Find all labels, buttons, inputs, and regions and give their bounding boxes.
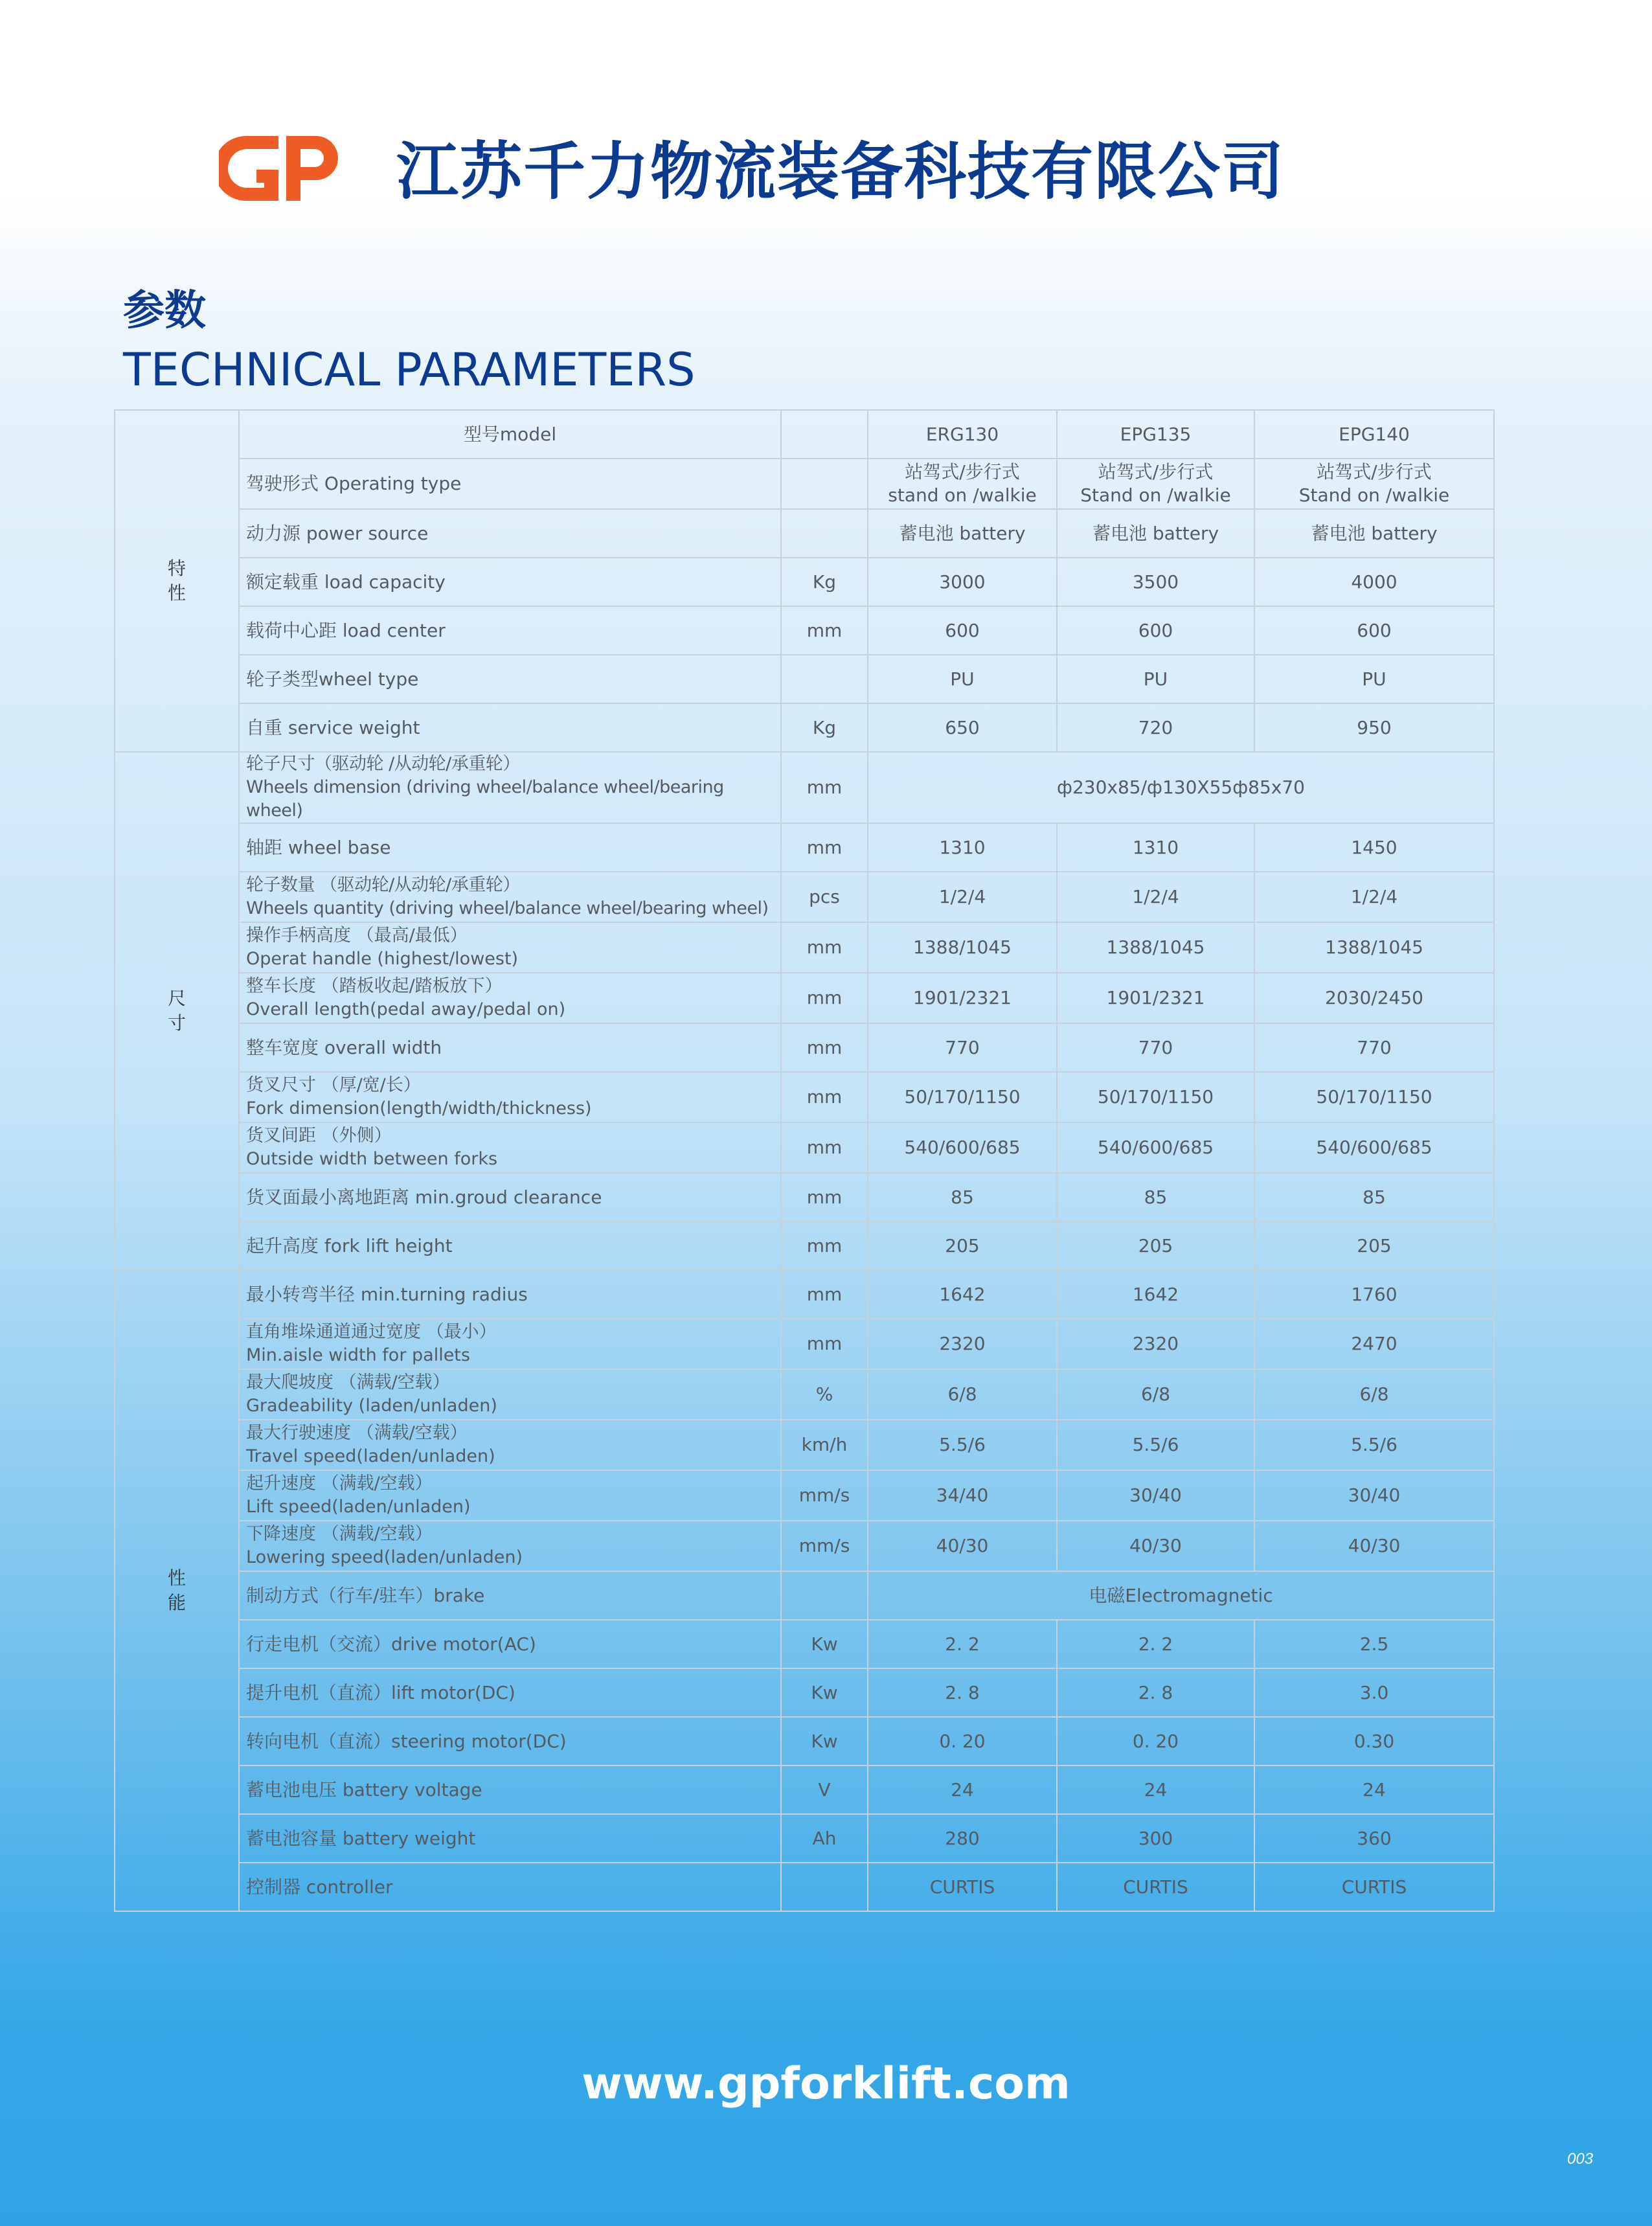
param-name: 整车宽度 overall width <box>239 1023 781 1072</box>
header-model-name: ERG130 <box>868 410 1057 459</box>
param-unit: mm <box>781 823 868 872</box>
param-value: 85 <box>868 1173 1057 1221</box>
param-name: 货叉尺寸 （厚/宽/长） Fork dimension(length/width/thickness) <box>239 1072 781 1122</box>
param-value: CURTIS <box>1254 1863 1494 1911</box>
param-value: 1310 <box>1057 823 1254 872</box>
param-unit: Kg <box>781 703 868 752</box>
param-value: 4000 <box>1254 558 1494 606</box>
param-value: 1310 <box>868 823 1057 872</box>
table-row <box>115 872 1494 922</box>
param-name: 货叉间距 （外侧） Outside width between forks <box>239 1122 781 1173</box>
param-value: 2320 <box>1057 1319 1254 1369</box>
param-unit <box>781 1571 868 1620</box>
param-value: 540/600/685 <box>1254 1122 1494 1173</box>
param-value: 2. 2 <box>1057 1620 1254 1668</box>
param-value: 1642 <box>868 1270 1057 1319</box>
param-value: 2320 <box>868 1319 1057 1369</box>
param-value: 34/40 <box>868 1470 1057 1521</box>
param-unit: mm <box>781 752 868 823</box>
header-model-name: EPG140 <box>1254 410 1494 459</box>
param-value: 2. 8 <box>868 1668 1057 1717</box>
param-value: 6/8 <box>868 1369 1057 1420</box>
param-value: 600 <box>1254 606 1494 655</box>
param-name: 蓄电池电压 battery voltage <box>239 1766 781 1814</box>
param-unit: mm <box>781 1023 868 1072</box>
param-value: 600 <box>868 606 1057 655</box>
page-number: 003 <box>1567 2150 1594 2168</box>
table-row <box>115 1620 1494 1668</box>
param-name: 行走电机（交流）drive motor(AC) <box>239 1620 781 1668</box>
param-unit <box>781 459 868 509</box>
param-name: 控制器 controller <box>239 1863 781 1911</box>
table-row <box>115 1470 1494 1521</box>
table-row <box>115 1717 1494 1766</box>
param-value: 1/2/4 <box>1057 872 1254 922</box>
param-name: 直角堆垛通道通过宽度 （最小） Min.aisle width for pallets <box>239 1319 781 1369</box>
param-name: 提升电机（直流）lift motor(DC) <box>239 1668 781 1717</box>
category-cell-performance: 性 能 <box>115 1270 239 1911</box>
param-value: 2. 2 <box>868 1620 1057 1668</box>
param-value: 2. 8 <box>1057 1668 1254 1717</box>
param-value: 360 <box>1254 1814 1494 1863</box>
table-row <box>115 1122 1494 1173</box>
param-value: 0.30 <box>1254 1717 1494 1766</box>
param-name: 轴距 wheel base <box>239 823 781 872</box>
table-row <box>115 606 1494 655</box>
param-value: 1388/1045 <box>868 922 1057 973</box>
table-row <box>115 823 1494 872</box>
param-name: 蓄电池容量 battery weight <box>239 1814 781 1863</box>
param-value: 85 <box>1057 1173 1254 1221</box>
param-value: 站驾式/步行式 Stand on /walkie <box>1254 459 1494 509</box>
param-unit: mm <box>781 606 868 655</box>
param-value: 50/170/1150 <box>1057 1072 1254 1122</box>
param-value: 50/170/1150 <box>1254 1072 1494 1122</box>
param-value: 3000 <box>868 558 1057 606</box>
param-unit: mm/s <box>781 1470 868 1521</box>
param-unit: Kw <box>781 1717 868 1766</box>
param-value: 770 <box>868 1023 1057 1072</box>
param-value: 1388/1045 <box>1057 922 1254 973</box>
param-value: PU <box>868 655 1057 703</box>
table-row <box>115 1319 1494 1369</box>
header-unit-cell <box>781 410 868 459</box>
param-name: 货叉面最小离地距离 min.groud clearance <box>239 1173 781 1221</box>
param-value: 0. 20 <box>1057 1717 1254 1766</box>
param-value: 205 <box>1254 1221 1494 1270</box>
param-value: 1642 <box>1057 1270 1254 1319</box>
param-value: 50/170/1150 <box>868 1072 1057 1122</box>
table-row <box>115 459 1494 509</box>
param-name: 最大行驶速度 （满载/空载） Travel speed(laden/unladen) <box>239 1420 781 1470</box>
table-row <box>115 1814 1494 1863</box>
param-value: 2470 <box>1254 1319 1494 1369</box>
param-value: 205 <box>1057 1221 1254 1270</box>
header-model-label: 型号model <box>239 410 781 459</box>
param-unit <box>781 655 868 703</box>
param-value: 站驾式/步行式 stand on /walkie <box>868 459 1057 509</box>
param-value: 40/30 <box>868 1521 1057 1571</box>
param-value: 24 <box>1057 1766 1254 1814</box>
param-name: 最小转弯半径 min.turning radius <box>239 1270 781 1319</box>
param-name: 下降速度 （满载/空载） Lowering speed(laden/unladen) <box>239 1521 781 1571</box>
table-row <box>115 1173 1494 1221</box>
param-value: 1901/2321 <box>868 973 1057 1023</box>
param-name: 驾驶形式 Operating type <box>239 459 781 509</box>
param-value: 540/600/685 <box>868 1122 1057 1173</box>
param-value: 蓄电池 battery <box>868 509 1057 558</box>
param-unit: km/h <box>781 1420 868 1470</box>
table-row <box>115 1420 1494 1470</box>
param-unit <box>781 509 868 558</box>
param-value: 5.5/6 <box>868 1420 1057 1470</box>
param-value: 950 <box>1254 703 1494 752</box>
website-url[interactable]: www.gpforklift.com <box>582 2058 1070 2109</box>
table-row <box>115 1571 1494 1620</box>
param-unit: Kw <box>781 1620 868 1668</box>
param-value: 24 <box>868 1766 1057 1814</box>
param-value: 30/40 <box>1057 1470 1254 1521</box>
param-value: PU <box>1057 655 1254 703</box>
param-unit: mm <box>781 1319 868 1369</box>
table-row <box>115 703 1494 752</box>
param-value: 650 <box>868 703 1057 752</box>
param-name: 轮子类型wheel type <box>239 655 781 703</box>
param-value: 1/2/4 <box>1254 872 1494 922</box>
param-unit: mm/s <box>781 1521 868 1571</box>
table-row <box>115 1270 1494 1319</box>
param-unit: Kg <box>781 558 868 606</box>
param-value: 蓄电池 battery <box>1057 509 1254 558</box>
table-row <box>115 1221 1494 1270</box>
table-row <box>115 752 1494 823</box>
param-unit: mm <box>781 1221 868 1270</box>
param-value: 1450 <box>1254 823 1494 872</box>
param-value: 2.5 <box>1254 1620 1494 1668</box>
param-value: 1388/1045 <box>1254 922 1494 973</box>
param-value: 280 <box>868 1814 1057 1863</box>
category-cell-dimensions: 尺 寸 <box>115 752 239 1270</box>
param-value: 205 <box>868 1221 1057 1270</box>
param-name: 操作手柄高度 （最高/最低） Operat handle (highest/lowest) <box>239 922 781 973</box>
param-value: 85 <box>1254 1173 1494 1221</box>
table-row <box>115 558 1494 606</box>
param-value: 1760 <box>1254 1270 1494 1319</box>
table-row <box>115 922 1494 973</box>
param-value: 2030/2450 <box>1254 973 1494 1023</box>
table-row <box>115 655 1494 703</box>
table-row <box>115 1863 1494 1911</box>
param-value: 770 <box>1057 1023 1254 1072</box>
param-unit: mm <box>781 1173 868 1221</box>
param-name: 动力源 power source <box>239 509 781 558</box>
param-value: PU <box>1254 655 1494 703</box>
header-model-name: EPG135 <box>1057 410 1254 459</box>
param-unit: % <box>781 1369 868 1420</box>
param-name: 转向电机（直流）steering motor(DC) <box>239 1717 781 1766</box>
param-name: 轮子尺寸（驱动轮 /从动轮/承重轮） Wheels dimension (driving wheel/balance wheel/bearing wheel) <box>239 752 781 823</box>
param-value: 300 <box>1057 1814 1254 1863</box>
param-name: 整车长度 （踏板收起/踏板放下） Overall length(pedal away/pedal on) <box>239 973 781 1023</box>
param-value: 6/8 <box>1254 1369 1494 1420</box>
param-value: 40/30 <box>1057 1521 1254 1571</box>
param-value: 站驾式/步行式 Stand on /walkie <box>1057 459 1254 509</box>
param-unit: pcs <box>781 872 868 922</box>
param-name: 起升速度 （满载/空载） Lift speed(laden/unladen) <box>239 1470 781 1521</box>
param-value: CURTIS <box>868 1863 1057 1911</box>
param-name: 额定载重 load capacity <box>239 558 781 606</box>
table-row <box>115 1766 1494 1814</box>
table-row <box>115 973 1494 1023</box>
param-name: 载荷中心距 load center <box>239 606 781 655</box>
param-name: 自重 service weight <box>239 703 781 752</box>
param-unit: mm <box>781 973 868 1023</box>
param-unit: mm <box>781 1122 868 1173</box>
table-row <box>115 1369 1494 1420</box>
table-header-row <box>115 410 1494 459</box>
param-value: 30/40 <box>1254 1470 1494 1521</box>
param-value: 3500 <box>1057 558 1254 606</box>
table-row <box>115 1521 1494 1571</box>
param-name: 最大爬坡度 （满载/空载） Gradeability (laden/unladen) <box>239 1369 781 1420</box>
param-value-merged: 电磁Electromagnetic <box>868 1571 1494 1620</box>
param-value: 720 <box>1057 703 1254 752</box>
param-name: 轮子数量 （驱动轮/从动轮/承重轮） Wheels quantity (driving wheel/balance wheel/bearing wheel) <box>239 872 781 922</box>
param-value: 5.5/6 <box>1254 1420 1494 1470</box>
param-value: 770 <box>1254 1023 1494 1072</box>
param-value: 600 <box>1057 606 1254 655</box>
param-name: 制动方式（行车/驻车）brake <box>239 1571 781 1620</box>
param-value: 0. 20 <box>868 1717 1057 1766</box>
table-row <box>115 1668 1494 1717</box>
param-value: 1901/2321 <box>1057 973 1254 1023</box>
table-row <box>115 509 1494 558</box>
parameters-table <box>114 409 1495 1912</box>
param-value: 5.5/6 <box>1057 1420 1254 1470</box>
param-value: 40/30 <box>1254 1521 1494 1571</box>
param-unit: Ah <box>781 1814 868 1863</box>
section-title-cn: 参数 <box>123 287 206 335</box>
table-row <box>115 1072 1494 1122</box>
param-name: 起升高度 fork lift height <box>239 1221 781 1270</box>
param-value: 蓄电池 battery <box>1254 509 1494 558</box>
param-unit: Kw <box>781 1668 868 1717</box>
param-value: 1/2/4 <box>868 872 1057 922</box>
param-value: 540/600/685 <box>1057 1122 1254 1173</box>
param-unit: mm <box>781 1072 868 1122</box>
table-row <box>115 1023 1494 1072</box>
param-value-merged: ф230x85/ф130X55ф85x70 <box>868 752 1494 823</box>
company-logo <box>219 130 346 207</box>
company-name: 江苏千力物流装备科技有限公司 <box>396 135 1285 208</box>
param-value: 6/8 <box>1057 1369 1254 1420</box>
param-value: 3.0 <box>1254 1668 1494 1717</box>
param-value: CURTIS <box>1057 1863 1254 1911</box>
param-value: 24 <box>1254 1766 1494 1814</box>
param-unit <box>781 1863 868 1911</box>
param-unit: V <box>781 1766 868 1814</box>
param-unit: mm <box>781 1270 868 1319</box>
category-cell-features: 特 性 <box>115 410 239 752</box>
section-title-en: TECHNICAL PARAMETERS <box>123 343 696 396</box>
param-unit: mm <box>781 922 868 973</box>
